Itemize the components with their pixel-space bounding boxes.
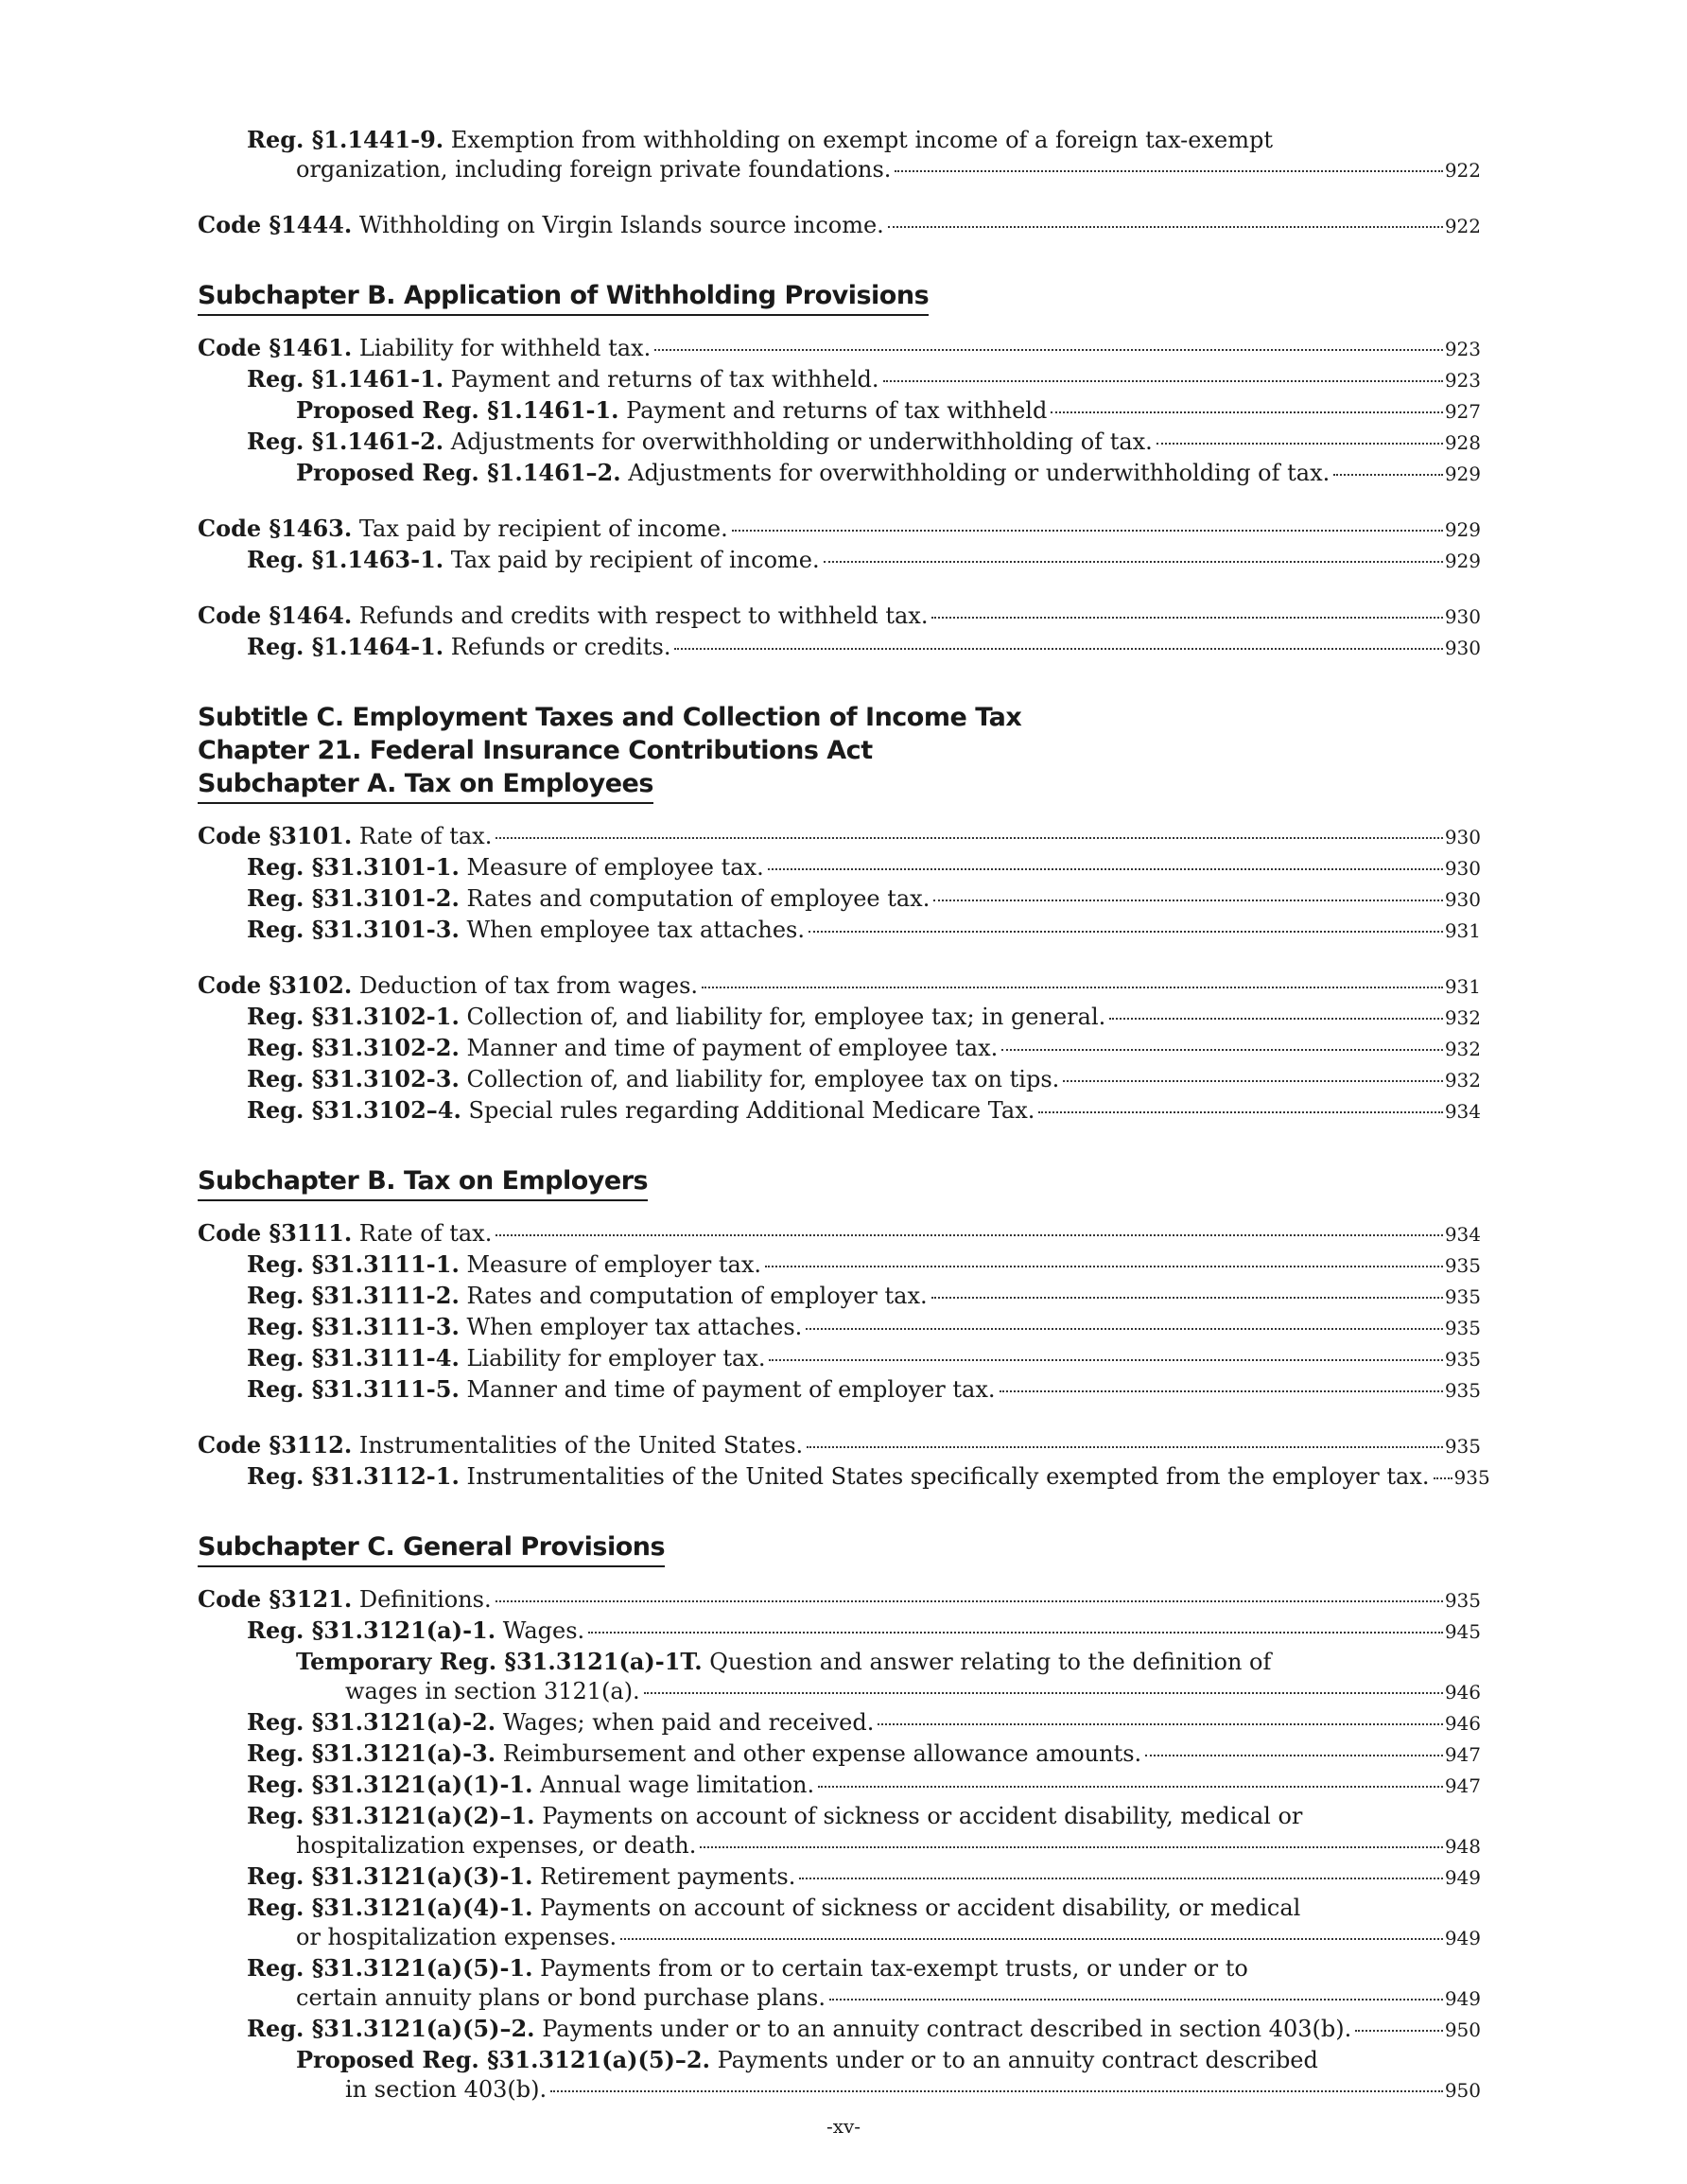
toc-entry-label: Reg. §31.3111-1. <box>247 1250 460 1278</box>
toc-entry-page-number: 929 <box>1444 463 1481 485</box>
toc-entry-title: Liability for employer tax. <box>466 1345 766 1372</box>
toc-entry-title: Adjustments for overwithholding or underwithholding of tax. <box>450 428 1153 455</box>
dot-leader <box>644 1692 1443 1694</box>
toc-entry-label: Reg. §31.3101-3. <box>247 916 460 943</box>
toc-entry-label: Reg. §31.3121(a)-2. <box>247 1708 496 1736</box>
toc-entry-page-number: 935 <box>1444 1435 1481 1458</box>
dot-leader <box>883 380 1443 382</box>
toc-entry[interactable] <box>198 1953 1481 2014</box>
toc-entry[interactable] <box>198 1647 1481 1707</box>
section-heading-line: Chapter 21. Federal Insurance Contributions Act <box>198 736 873 765</box>
toc-entry[interactable] <box>198 970 1481 1002</box>
toc-entry-title: Instrumentalities of the United States specifically exempted from the employer tax. <box>466 1463 1430 1490</box>
toc-entry[interactable] <box>198 852 1481 883</box>
toc-entry-label: Reg. §31.3121(a)(3)-1. <box>247 1862 533 1890</box>
toc-entry-title: Payment and returns of tax withheld. <box>450 366 879 393</box>
toc-entry-title: Wages; when paid and received. <box>502 1709 875 1736</box>
toc-entry-title: Measure of employer tax. <box>466 1251 762 1278</box>
toc-entry-page-number: 932 <box>1444 1006 1481 1029</box>
toc-entry-page-number: 923 <box>1444 338 1481 360</box>
toc-entry-page-number: 935 <box>1444 1285 1481 1308</box>
dot-leader <box>1000 1390 1443 1392</box>
section-heading <box>198 1530 1481 1567</box>
toc-entry-title: in section 403(b). <box>345 2076 548 2103</box>
toc-entry-page-number: 929 <box>1444 550 1481 572</box>
dot-leader <box>895 170 1442 172</box>
toc-entry-page-number: 946 <box>1444 1681 1481 1704</box>
toc-entry[interactable] <box>198 1218 1481 1249</box>
dot-leader <box>588 1632 1443 1634</box>
toc-entry-label: Code §3111. <box>198 1219 353 1247</box>
toc-entry-title: Collection of, and liability for, employee tax on tips. <box>466 1066 1060 1092</box>
dot-leader <box>654 349 1443 351</box>
toc-entry-title: Instrumentalities of the United States. <box>358 1432 804 1459</box>
toc-entry-title: Wages. <box>502 1617 585 1644</box>
toc-entry-title: Payments under or to an annuity contract described in section 403(b). <box>542 2016 1352 2042</box>
toc-entry[interactable] <box>198 601 1481 632</box>
toc-entry[interactable] <box>198 1249 1481 1281</box>
dot-leader <box>1001 1049 1443 1051</box>
toc-entry-page-number: 935 <box>1444 1379 1481 1402</box>
toc-entry-title: Collection of, and liability for, employee tax; in general. <box>466 1004 1106 1030</box>
toc-entry-title: Retirement payments. <box>540 1863 796 1890</box>
toc-entry-title: When employee tax attaches. <box>466 917 805 943</box>
toc-entry-title: hospitalization expenses, or death. <box>296 1832 697 1859</box>
toc-entry-title: organization, including foreign private foundations. <box>296 156 892 183</box>
toc-entry[interactable] <box>198 1893 1481 1953</box>
toc-entry-title: Payments on account of sickness or accident disability, or medical <box>540 1895 1301 1921</box>
toc-entry-page-number: 927 <box>1444 400 1481 423</box>
toc-entry-page-number: 947 <box>1444 1743 1481 1766</box>
toc-entry-title: Deduction of tax from wages. <box>358 972 699 999</box>
dot-leader <box>496 837 1442 839</box>
toc-entry-label: Reg. §31.3121(a)(5)–2. <box>247 2015 535 2042</box>
toc-entry[interactable] <box>198 2045 1481 2105</box>
toc-entry-page-number: 949 <box>1444 1927 1481 1949</box>
dot-leader <box>1145 1755 1443 1756</box>
toc-entry-label: Reg. §31.3112-1. <box>247 1462 460 1490</box>
toc-entry-title: Payments from or to certain tax-exempt trusts, or under or to <box>540 1955 1248 1982</box>
toc-entry[interactable] <box>198 1033 1481 1064</box>
toc-entry-page-number: 948 <box>1444 1835 1481 1858</box>
toc-entry-page-number: 922 <box>1444 159 1481 182</box>
toc-entry-page-number: 946 <box>1444 1712 1481 1735</box>
toc-entry[interactable] <box>198 1461 1490 1493</box>
toc-entry[interactable] <box>198 1064 1481 1095</box>
dot-leader <box>818 1786 1443 1788</box>
toc-entry-label: Reg. §31.3111-4. <box>247 1344 460 1372</box>
toc-entry-title: Liability for withheld tax. <box>358 335 652 361</box>
dot-leader <box>878 1723 1442 1725</box>
dot-leader <box>1355 2030 1443 2032</box>
toc-entry-page-number: 930 <box>1444 857 1481 880</box>
toc-entry-title: Payment and returns of tax withheld <box>626 397 1048 424</box>
toc-entry[interactable] <box>198 2014 1481 2045</box>
toc-entry-title: Payments under or to an annuity contract described <box>717 2047 1318 2073</box>
dot-leader <box>765 1266 1443 1267</box>
toc-entry-title: Tax paid by recipient of income. <box>450 547 820 573</box>
toc-entry-page-number: 950 <box>1444 2018 1481 2041</box>
toc-entry[interactable] <box>198 364 1481 395</box>
section-heading <box>198 701 1481 804</box>
toc-entry-title: Tax paid by recipient of income. <box>358 515 728 542</box>
toc-entry-label: Proposed Reg. §31.3121(a)(5)–2. <box>296 2046 710 2073</box>
toc-entry-label: Code §3112. <box>198 1431 353 1459</box>
toc-entry[interactable] <box>198 514 1481 545</box>
toc-entry-page-number: 930 <box>1444 826 1481 848</box>
toc-entry-title: Payments on account of sickness or accident disability, medical or <box>542 1803 1303 1829</box>
toc-entry-label: Code §3101. <box>198 822 353 849</box>
dot-leader <box>933 900 1442 901</box>
toc-entry-title: Manner and time of payment of employer tax. <box>466 1376 996 1403</box>
dot-leader <box>931 1297 1443 1299</box>
toc-entry[interactable] <box>198 427 1481 458</box>
toc-entry-page-number: 935 <box>1444 1348 1481 1371</box>
toc-entry-label: Reg. §31.3121(a)-1. <box>247 1616 496 1644</box>
toc-entry-page-number: 932 <box>1444 1069 1481 1092</box>
toc-entry-page-number: 931 <box>1444 919 1481 942</box>
toc-entry[interactable] <box>198 883 1481 915</box>
toc-entry-label: Temporary Reg. §31.3121(a)-1T. <box>296 1648 703 1675</box>
toc-entry-label: Reg. §31.3111-5. <box>247 1375 460 1403</box>
toc-entry-label: Reg. §31.3111-3. <box>247 1313 460 1340</box>
toc-entry-label: Reg. §31.3102-3. <box>247 1065 460 1092</box>
toc-entry[interactable] <box>198 1707 1481 1738</box>
toc-entry-page-number: 950 <box>1444 2079 1481 2102</box>
toc-entry-page-number: 949 <box>1444 1987 1481 2010</box>
toc-entry-page-number: 930 <box>1444 637 1481 659</box>
toc-entry-label: Reg. §31.3121(a)(2)–1. <box>247 1802 535 1829</box>
dot-leader <box>1051 411 1443 413</box>
toc-entry-label: Code §1444. <box>198 211 353 238</box>
toc-entry-page-number: 932 <box>1444 1038 1481 1060</box>
toc-entry-page-number: 935 <box>1444 1254 1481 1277</box>
toc-entry-label: Reg. §1.1461-2. <box>247 428 444 455</box>
dot-leader <box>769 1359 1442 1361</box>
toc-entry-label: Reg. §31.3102-2. <box>247 1034 460 1061</box>
toc-entry-page-number: 929 <box>1444 518 1481 541</box>
toc-entry[interactable] <box>198 1430 1481 1461</box>
toc-entry-title: Rate of tax. <box>358 1220 493 1247</box>
toc-entry-label: Reg. §31.3102-1. <box>247 1003 460 1030</box>
toc-entry-title: Annual wage limitation. <box>540 1772 815 1798</box>
toc-entry-label: Code §3102. <box>198 971 353 999</box>
toc-entry-title: or hospitalization expenses. <box>296 1924 617 1950</box>
toc-entry[interactable] <box>198 1861 1481 1893</box>
dot-leader <box>1038 1111 1442 1113</box>
toc-entry[interactable] <box>198 1738 1481 1770</box>
toc-entry-title: wages in section 3121(a). <box>345 1678 640 1704</box>
toc-entry[interactable] <box>198 632 1481 663</box>
toc-entry[interactable] <box>198 1770 1481 1801</box>
toc-entry-label: Code §1463. <box>198 515 353 542</box>
toc-entry-label: Reg. §31.3121(a)(5)-1. <box>247 1954 533 1982</box>
toc-entry[interactable] <box>198 125 1481 185</box>
toc-entry[interactable] <box>198 333 1481 364</box>
dot-leader <box>674 648 1442 650</box>
toc-entry-title: Rate of tax. <box>358 823 493 849</box>
toc-entry-title: Reimbursement and other expense allowance amounts. <box>502 1740 1142 1767</box>
toc-entry[interactable] <box>198 395 1481 427</box>
page-number: -xv- <box>826 2115 861 2138</box>
toc-entry-label: Reg. §31.3101-1. <box>247 853 460 881</box>
dot-leader <box>700 1846 1442 1848</box>
toc-entry-label: Reg. §1.1464-1. <box>247 633 444 660</box>
toc-entry-label: Reg. §31.3111-2. <box>247 1282 460 1309</box>
section-heading <box>198 279 1481 316</box>
toc-entry-label: Proposed Reg. §1.1461-1. <box>296 396 619 424</box>
table-of-contents <box>198 125 1490 2105</box>
dot-leader <box>702 987 1443 988</box>
toc-entry-label: Reg. §1.1461-1. <box>247 365 444 393</box>
toc-entry-title: Adjustments for overwithholding or underwithholding of tax. <box>628 460 1330 486</box>
dot-leader <box>931 617 1442 619</box>
dot-leader <box>496 1234 1442 1236</box>
toc-entry-title: Manner and time of payment of employee tax. <box>466 1035 999 1061</box>
toc-entry[interactable] <box>198 210 1481 241</box>
dot-leader <box>1434 1477 1452 1479</box>
toc-entry-title: Withholding on Virgin Islands source income. <box>358 212 884 238</box>
toc-entry-page-number: 934 <box>1444 1100 1481 1123</box>
toc-entry-label: Proposed Reg. §1.1461–2. <box>296 459 621 486</box>
toc-entry[interactable] <box>198 458 1481 489</box>
toc-entry-page-number: 928 <box>1444 431 1481 454</box>
toc-entry-page-number: 935 <box>1444 1589 1481 1612</box>
toc-entry-title: certain annuity plans or bond purchase plans. <box>296 1984 826 2011</box>
dot-leader <box>1109 1018 1443 1020</box>
toc-entry-page-number: 935 <box>1453 1466 1490 1489</box>
toc-entry[interactable] <box>198 1584 1481 1616</box>
dot-leader <box>809 931 1443 933</box>
toc-entry[interactable] <box>198 915 1481 946</box>
dot-leader <box>1157 443 1443 445</box>
dot-leader <box>807 1446 1443 1448</box>
toc-entry[interactable] <box>198 545 1481 576</box>
section-heading-line: Subchapter C. General Provisions <box>198 1530 665 1567</box>
toc-entry-label: Code §3121. <box>198 1585 353 1613</box>
toc-entry-page-number: 922 <box>1444 215 1481 237</box>
dot-leader <box>824 561 1443 563</box>
toc-entry-title: Special rules regarding Additional Medicare Tax. <box>468 1097 1035 1124</box>
toc-entry-page-number: 931 <box>1444 975 1481 998</box>
toc-entry[interactable] <box>198 821 1481 852</box>
toc-entry-page-number: 947 <box>1444 1774 1481 1797</box>
toc-entry[interactable] <box>198 1312 1481 1343</box>
dot-leader <box>829 1999 1443 2001</box>
toc-entry-page-number: 934 <box>1444 1223 1481 1246</box>
toc-entry-page-number: 923 <box>1444 369 1481 392</box>
toc-entry-page-number: 945 <box>1444 1620 1481 1643</box>
dot-leader <box>1063 1080 1443 1082</box>
toc-entry-title: Refunds and credits with respect to withheld tax. <box>358 603 929 629</box>
toc-entry-title: Rates and computation of employer tax. <box>466 1283 928 1309</box>
toc-entry-title: Rates and computation of employee tax. <box>466 885 930 912</box>
toc-entry-page-number: 930 <box>1444 888 1481 911</box>
toc-entry-title: Definitions. <box>358 1586 492 1613</box>
toc-entry-label: Reg. §1.1463-1. <box>247 546 444 573</box>
dot-leader <box>799 1878 1442 1879</box>
dot-leader <box>496 1600 1443 1602</box>
dot-leader <box>732 530 1443 532</box>
toc-entry[interactable] <box>198 1281 1481 1312</box>
toc-entry-label: Code §1461. <box>198 334 353 361</box>
section-heading-line: Subchapter B. Application of Withholding Provisions <box>198 279 929 316</box>
section-heading-line: Subchapter B. Tax on Employers <box>198 1164 648 1201</box>
toc-entry-title: Refunds or credits. <box>450 634 671 660</box>
toc-entry[interactable] <box>198 1343 1481 1374</box>
toc-entry[interactable] <box>198 1616 1481 1647</box>
toc-entry-label: Code §1464. <box>198 602 353 629</box>
toc-entry[interactable] <box>198 1374 1481 1406</box>
toc-entry-title: When employer tax attaches. <box>466 1314 803 1340</box>
toc-entry[interactable] <box>198 1801 1481 1861</box>
toc-entry-label: Reg. §1.1441-9. <box>247 126 444 153</box>
section-heading-line: Subchapter A. Tax on Employees <box>198 767 653 804</box>
toc-entry-label: Reg. §31.3121(a)-3. <box>247 1739 496 1767</box>
dot-leader <box>550 2090 1443 2092</box>
toc-entry-title: Exemption from withholding on exempt income of a foreign tax-exempt <box>450 127 1273 153</box>
dot-leader <box>768 868 1443 870</box>
dot-leader <box>806 1328 1443 1330</box>
section-heading-line: Subtitle C. Employment Taxes and Collection of Income Tax <box>198 703 1022 732</box>
toc-entry[interactable] <box>198 1095 1481 1127</box>
dot-leader <box>1333 474 1443 476</box>
toc-entry[interactable] <box>198 1002 1481 1033</box>
toc-entry-title: Measure of employee tax. <box>466 854 764 881</box>
toc-entry-page-number: 949 <box>1444 1866 1481 1889</box>
toc-entry-page-number: 935 <box>1444 1317 1481 1339</box>
toc-entry-label: Reg. §31.3121(a)(1)-1. <box>247 1771 533 1798</box>
toc-entry-label: Reg. §31.3102–4. <box>247 1096 461 1124</box>
dot-leader <box>620 1938 1443 1940</box>
toc-entry-label: Reg. §31.3121(a)(4)-1. <box>247 1894 533 1921</box>
toc-entry-page-number: 930 <box>1444 605 1481 628</box>
section-heading <box>198 1164 1481 1201</box>
toc-entry-label: Reg. §31.3101-2. <box>247 884 460 912</box>
toc-entry-title: Question and answer relating to the definition of <box>709 1649 1272 1675</box>
dot-leader <box>888 226 1443 228</box>
